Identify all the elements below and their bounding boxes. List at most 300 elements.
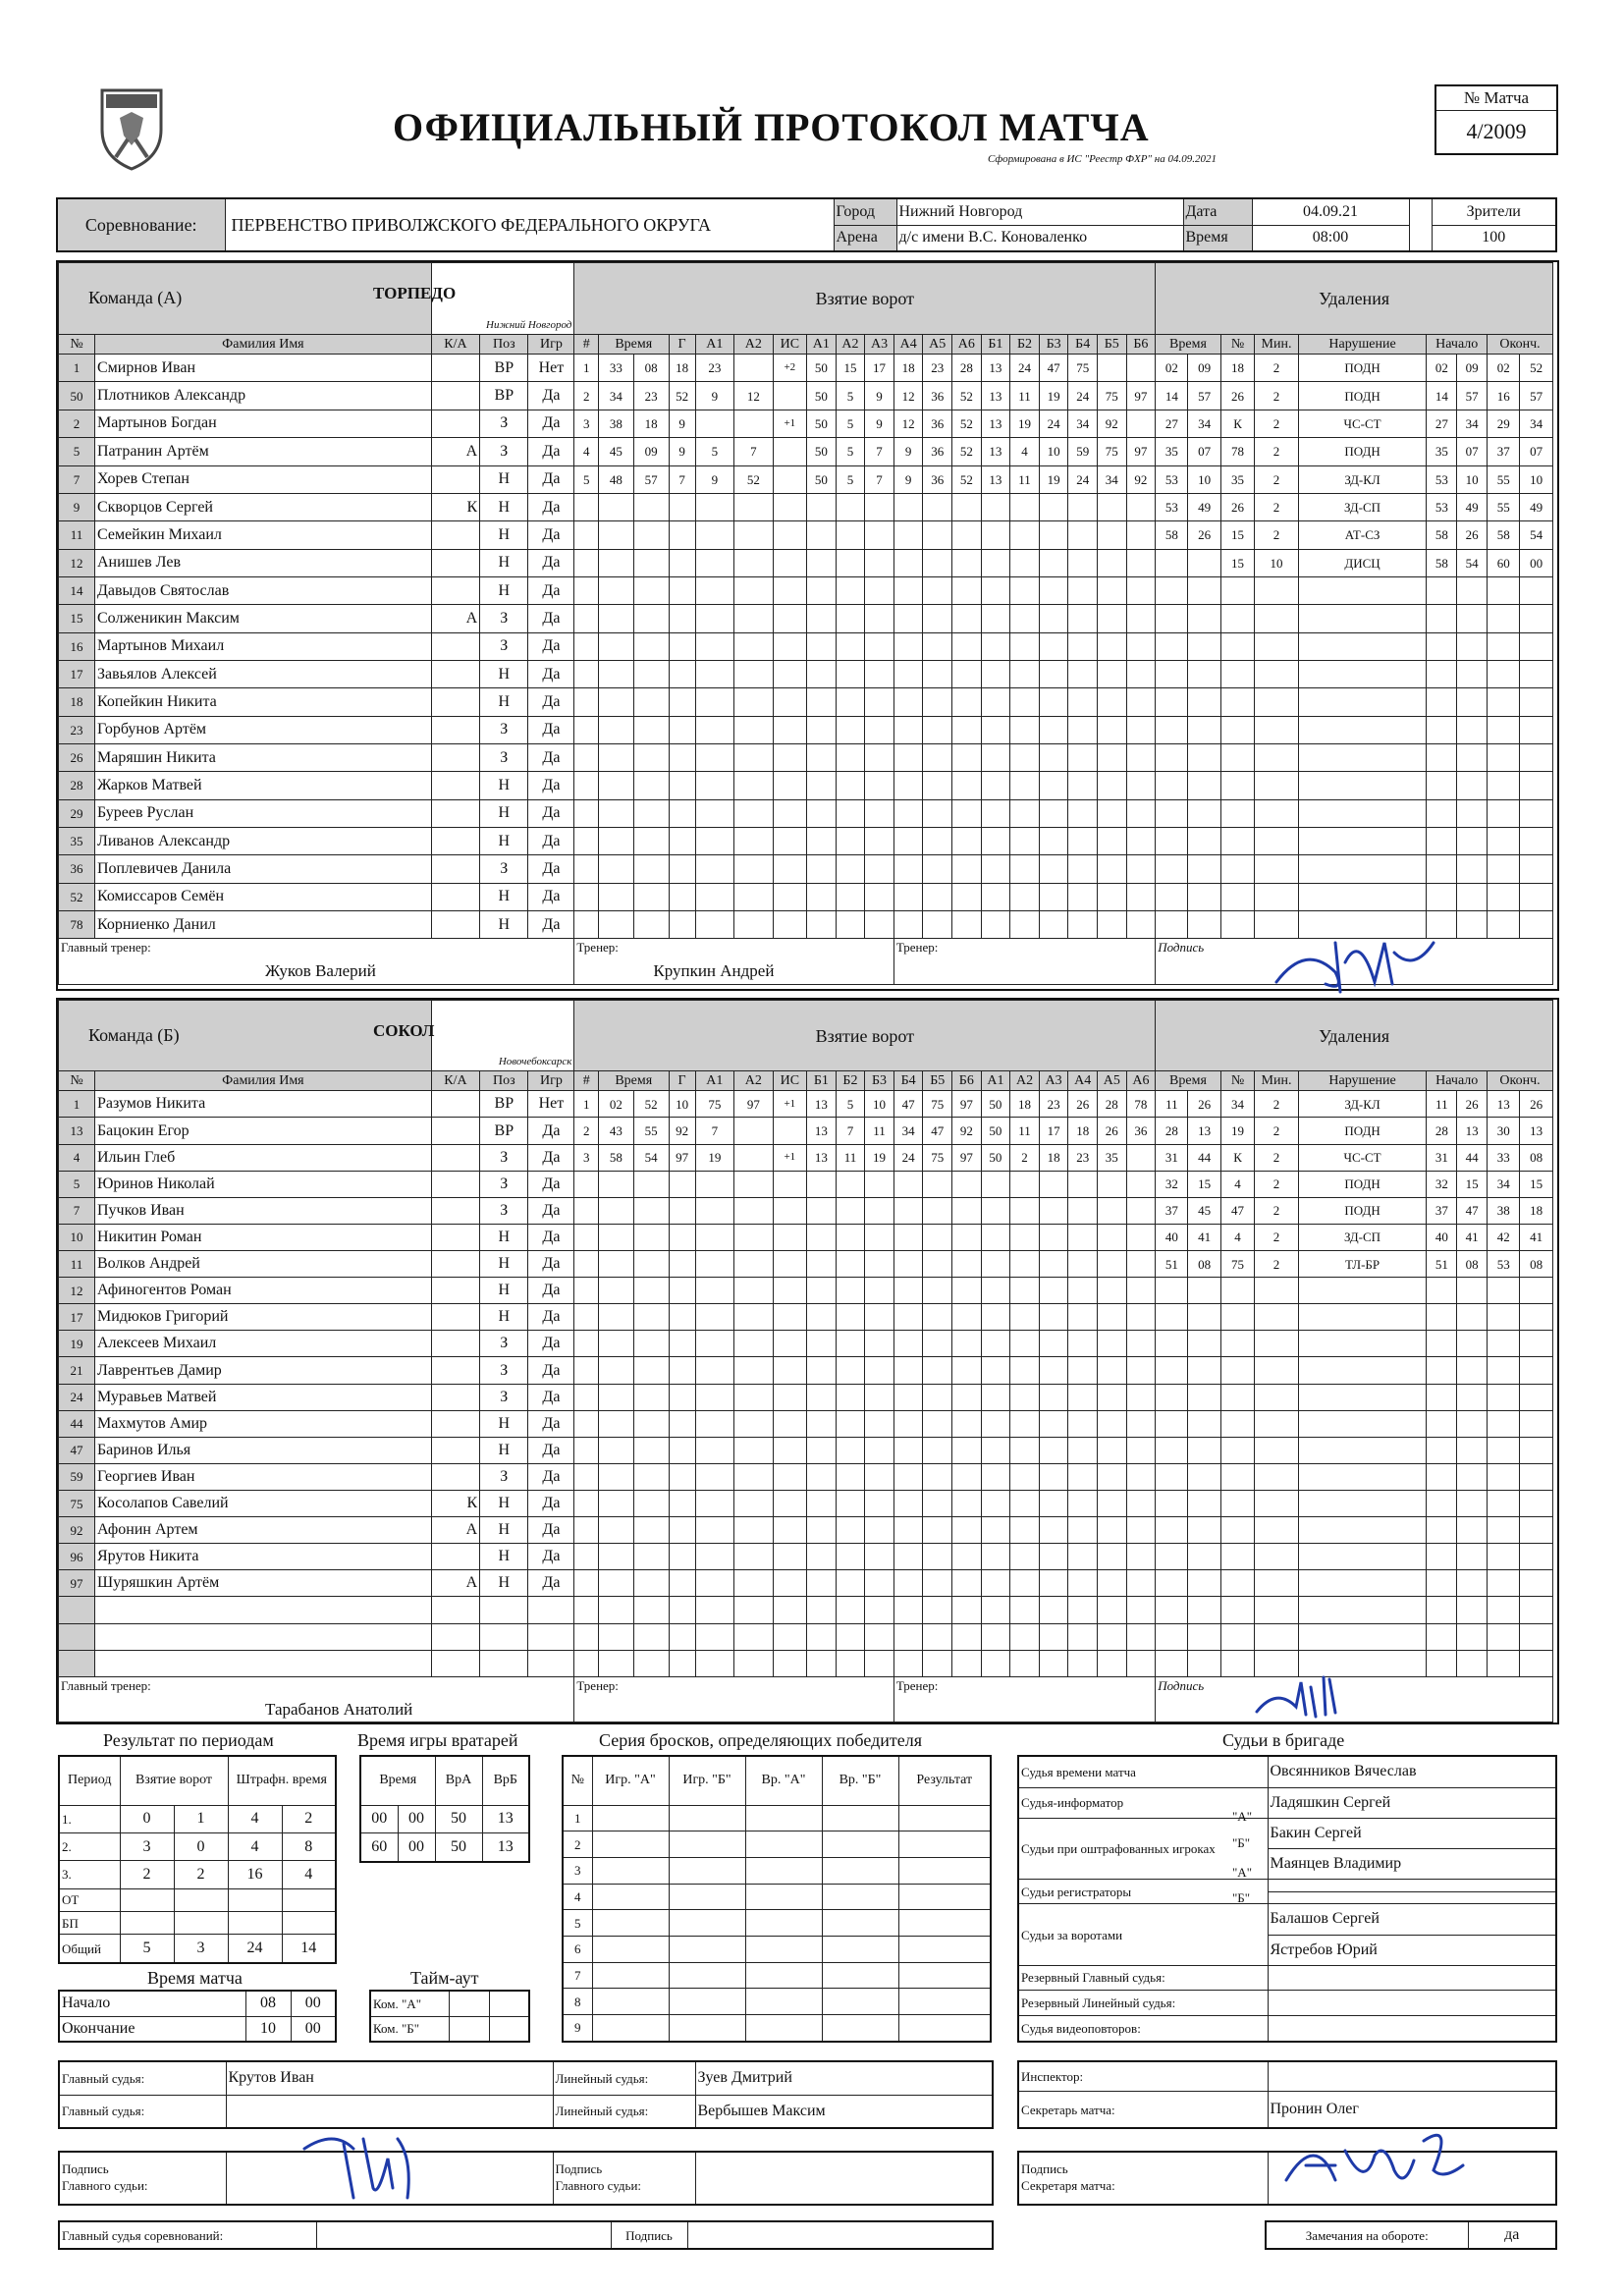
player-number: 17 xyxy=(59,660,95,687)
goal-cell xyxy=(1039,716,1068,743)
goal-cell xyxy=(574,1410,599,1437)
goals-col: Взятие ворот xyxy=(120,1756,228,1805)
player-ka xyxy=(431,576,479,604)
penalty-cell: 29 xyxy=(1488,410,1520,437)
player-played: Да xyxy=(528,605,574,632)
goal-cell xyxy=(893,1410,923,1437)
goal-cell xyxy=(836,1171,865,1197)
player-row xyxy=(59,772,1553,799)
penalty-cell: 58 xyxy=(1488,521,1520,549)
goal-cell: 50 xyxy=(981,1118,1010,1144)
goal-cell xyxy=(893,521,923,549)
goal-cell xyxy=(865,1623,894,1650)
penalty-cell xyxy=(1188,799,1220,827)
player-row xyxy=(59,605,1553,632)
penalty-cell xyxy=(1520,1384,1553,1410)
period-cell xyxy=(228,1911,282,1934)
goal-cell xyxy=(807,1517,837,1544)
player-played: Да xyxy=(528,576,574,604)
goal-cell xyxy=(952,827,982,854)
goal-cell xyxy=(695,911,733,939)
player-ka xyxy=(431,1197,479,1224)
player-number: 16 xyxy=(59,632,95,660)
penalty-cell xyxy=(1488,855,1520,883)
penalty-cell: 49 xyxy=(1457,493,1488,520)
penalty-cell xyxy=(1220,1384,1255,1410)
player-number: 75 xyxy=(59,1491,95,1517)
goal-cell xyxy=(633,1437,669,1463)
col-played: Игр xyxy=(528,1071,574,1091)
goal-cell xyxy=(836,493,865,520)
penalty-cell xyxy=(1488,660,1520,687)
period-cell: 0 xyxy=(174,1832,228,1860)
goal-cell xyxy=(865,716,894,743)
goal-cell xyxy=(633,716,669,743)
goal-cell xyxy=(599,493,634,520)
goal-cell xyxy=(669,1463,695,1490)
penalty-cell xyxy=(1156,576,1188,604)
goal-cell: 9 xyxy=(893,438,923,465)
goal-cell xyxy=(1098,576,1127,604)
goal-cell: 33 xyxy=(599,355,634,382)
goal-cell xyxy=(952,855,982,883)
period-cell: Общий xyxy=(59,1935,120,1963)
goal-cell xyxy=(807,605,837,632)
goal-cell xyxy=(923,1650,952,1676)
goal-cell xyxy=(836,1650,865,1676)
sig-label-a: Подпись xyxy=(62,2161,109,2177)
goal-cell xyxy=(1098,1517,1127,1544)
goal-col: А4 xyxy=(893,334,923,354)
match-start-label: Начало xyxy=(59,1991,245,2016)
penalty-cell xyxy=(1488,827,1520,854)
goal-cell xyxy=(952,772,982,799)
goal-cell xyxy=(865,660,894,687)
goal-cell: +2 xyxy=(773,355,807,382)
penalty-cell xyxy=(1156,1384,1188,1410)
player-pos: З xyxy=(480,632,528,660)
referees-table xyxy=(1017,1755,1557,2043)
goal-cell xyxy=(923,1623,952,1650)
goal-cell xyxy=(923,743,952,771)
period-cell xyxy=(120,1888,174,1911)
goal-cell xyxy=(773,1304,807,1331)
goal-cell xyxy=(952,1278,982,1304)
goal-col: # xyxy=(574,1071,599,1091)
player-ka xyxy=(431,521,479,549)
goal-cell xyxy=(981,1517,1010,1544)
goal-cell xyxy=(633,1251,669,1278)
penalty-cell: 18 xyxy=(1520,1197,1553,1224)
goal-cell xyxy=(1126,911,1156,939)
goal-cell xyxy=(1126,827,1156,854)
goal-cell xyxy=(669,716,695,743)
penalty-cell xyxy=(1255,660,1298,687)
goal-cell xyxy=(893,1197,923,1224)
penalty-col: Мин. xyxy=(1255,1071,1298,1091)
goal-cell xyxy=(1068,1623,1098,1650)
penalty-cell xyxy=(1457,1650,1488,1676)
goal-cell: 12 xyxy=(734,382,773,410)
goal-cell xyxy=(836,855,865,883)
penalty-cell xyxy=(1255,1384,1298,1410)
player-ka: К xyxy=(431,493,479,520)
goal-cell xyxy=(807,1331,837,1357)
goal-col: Б2 xyxy=(1010,334,1040,354)
goal-cell xyxy=(669,576,695,604)
goal-cell xyxy=(865,605,894,632)
goal-cell: 13 xyxy=(981,355,1010,382)
goal-col: ИС xyxy=(773,334,807,354)
goal-cell: 7 xyxy=(669,465,695,493)
informer-label: Судья-информатор xyxy=(1018,1787,1268,1818)
goal-cell xyxy=(807,799,837,827)
goal-cell xyxy=(952,1304,982,1331)
goal-cell xyxy=(1010,1278,1040,1304)
col-ka: К/А xyxy=(431,1071,479,1091)
penalty-cell xyxy=(1298,743,1427,771)
goal-cell xyxy=(773,1331,807,1357)
goal-cell xyxy=(952,576,982,604)
player-row xyxy=(59,688,1553,716)
goal-cell xyxy=(981,743,1010,771)
goal-cell xyxy=(1039,605,1068,632)
penalty-cell xyxy=(1457,632,1488,660)
goal-cell xyxy=(865,1197,894,1224)
city: Нижний Новгород xyxy=(896,198,1183,225)
goal-cell xyxy=(1126,883,1156,910)
goal-cell xyxy=(633,660,669,687)
player-ka xyxy=(431,799,479,827)
reserve-line-label: Резервный Линейный судья: xyxy=(1018,1991,1268,2016)
goalie-time-col: Время xyxy=(360,1756,435,1805)
penalty-cell xyxy=(1156,911,1188,939)
goal-col: Время xyxy=(599,1071,670,1091)
goal-cell xyxy=(695,1224,733,1250)
penalty-cell: 54 xyxy=(1457,549,1488,576)
subtitle: Сформирована в ИС "Реестр ФХР" на 04.09.2021 xyxy=(988,153,1218,165)
goal-cell xyxy=(633,1357,669,1384)
goal-cell xyxy=(695,1278,733,1304)
goal-cell xyxy=(633,883,669,910)
player-pos: Н xyxy=(480,1304,528,1331)
goal-cell xyxy=(695,1251,733,1278)
player-name xyxy=(94,1597,431,1623)
team_b-coach2-cell xyxy=(893,1676,1155,1722)
sig-label-c: Подпись xyxy=(555,2161,603,2177)
penalty-cell: 15 xyxy=(1220,521,1255,549)
goal-cell xyxy=(1126,1437,1156,1463)
penalty-cell xyxy=(1255,632,1298,660)
penalty-cell xyxy=(1488,1597,1520,1623)
player-name: Георгиев Иван xyxy=(94,1463,431,1490)
penalty-cell: 09 xyxy=(1188,355,1220,382)
penalty-cell xyxy=(1220,605,1255,632)
player-played: Да xyxy=(528,1197,574,1224)
goal-cell xyxy=(1039,1410,1068,1437)
goal-cell xyxy=(981,1331,1010,1357)
page-title: ОФИЦИАЛЬНЫЙ ПРОТОКОЛ МАТЧА xyxy=(393,105,1150,149)
penalty-cell xyxy=(1298,1437,1427,1463)
penalty-cell xyxy=(1457,772,1488,799)
goal-cell xyxy=(1068,1251,1098,1278)
penalty-cell: 27 xyxy=(1427,410,1457,437)
penalty-cell xyxy=(1488,799,1520,827)
goal-cell xyxy=(695,493,733,520)
goal-cell xyxy=(1098,1304,1127,1331)
player-row xyxy=(59,1517,1553,1544)
goal-cell xyxy=(734,1623,773,1650)
goal-cell xyxy=(1098,355,1127,382)
team-a-section xyxy=(56,260,1559,991)
goal-cell xyxy=(836,1251,865,1278)
player-name: Копейкин Никита xyxy=(94,688,431,716)
player-pos: Н xyxy=(480,1410,528,1437)
penalty-cell: ПОДН xyxy=(1298,438,1427,465)
goal-cell xyxy=(952,883,982,910)
penalty-cell xyxy=(1427,743,1457,771)
team_a-label-cell xyxy=(59,263,457,335)
goal-cell xyxy=(695,1463,733,1490)
goal-cell xyxy=(836,883,865,910)
penalty-cell xyxy=(1188,605,1220,632)
goal-cell: 23 xyxy=(1039,1091,1068,1118)
player-pos: З xyxy=(480,1331,528,1357)
goal-cell xyxy=(633,688,669,716)
secretary-signature-label xyxy=(1018,2152,1268,2205)
penalty-cell: 44 xyxy=(1188,1144,1220,1171)
player-row xyxy=(59,1491,1553,1517)
linesman-label-2: Линейный судья: xyxy=(553,2095,695,2128)
goal-cell xyxy=(669,1437,695,1463)
penalty-cell xyxy=(1457,1597,1488,1623)
goal-cell: 15 xyxy=(836,355,865,382)
goal-cell: 28 xyxy=(1098,1091,1127,1118)
goal-cell xyxy=(807,1570,837,1597)
goal-cell xyxy=(807,1278,837,1304)
goal-cell xyxy=(734,355,773,382)
chief-referee-label: Главный судья соревнований: xyxy=(59,2221,316,2249)
penalty-cell xyxy=(1298,1304,1427,1331)
goal-cell xyxy=(893,1384,923,1410)
period-row xyxy=(59,1861,336,1888)
goal-cell xyxy=(773,1570,807,1597)
goal-cell: 23 xyxy=(1068,1144,1098,1171)
penalty-col: № xyxy=(1220,1071,1255,1091)
penalty-cell xyxy=(1298,632,1427,660)
player-played: Нет xyxy=(528,1091,574,1118)
goal-cell xyxy=(893,716,923,743)
goal-cell xyxy=(893,549,923,576)
penalty-cell: 34 xyxy=(1188,410,1220,437)
goal-cell xyxy=(1039,1304,1068,1331)
pen-a-tag: "А" xyxy=(1232,1809,1253,1824)
player-name: Завьялов Алексей xyxy=(94,660,431,687)
goal-cell: 97 xyxy=(952,1091,982,1118)
goal-cell xyxy=(952,743,982,771)
goal-cell xyxy=(734,1357,773,1384)
goal-cell xyxy=(1098,743,1127,771)
goal-cell xyxy=(734,1197,773,1224)
goalie-cell: 13 xyxy=(482,1805,529,1833)
player-ka xyxy=(431,1331,479,1357)
penalty-cell xyxy=(1220,1570,1255,1597)
player-ka xyxy=(431,1091,479,1118)
goal-cell xyxy=(1010,1491,1040,1517)
goal-cell xyxy=(923,1171,952,1197)
player-ka xyxy=(431,1278,479,1304)
period-cell: 5 xyxy=(120,1935,174,1963)
head-coach: Тарабанов Анатолий xyxy=(265,1699,413,1719)
penalty-cell xyxy=(1427,1278,1457,1304)
period-cell: 0 xyxy=(120,1805,174,1832)
col-name: Фамилия Имя xyxy=(94,1071,431,1091)
goal-cell xyxy=(1039,688,1068,716)
shootout-num: 1 xyxy=(563,1805,592,1831)
player-pos: Н xyxy=(480,1491,528,1517)
penalty-cell xyxy=(1298,1517,1427,1544)
goal-cell xyxy=(1039,1491,1068,1517)
period-cell: БП xyxy=(59,1911,120,1934)
team_a-coach1-cell xyxy=(574,939,893,985)
player-name: Скворцов Сергей xyxy=(94,493,431,520)
goal-cell xyxy=(865,493,894,520)
player-pos: Н xyxy=(480,549,528,576)
goal-cell xyxy=(669,1304,695,1331)
penalty-cell: 58 xyxy=(1427,549,1457,576)
goal-cell xyxy=(1068,1224,1098,1250)
pim-col: Штрафн. время xyxy=(228,1756,336,1805)
penalty-cell: 75 xyxy=(1220,1251,1255,1278)
goal-cell xyxy=(981,827,1010,854)
goal-cell xyxy=(952,660,982,687)
goal-cell xyxy=(599,743,634,771)
goalie-b-col: ВрБ xyxy=(482,1756,529,1805)
goal-col: А5 xyxy=(923,334,952,354)
penalty-cell xyxy=(1188,1623,1220,1650)
goal-cell: +1 xyxy=(773,1091,807,1118)
goal-cell: 50 xyxy=(807,382,837,410)
penalty-cell xyxy=(1188,1491,1220,1517)
shootout-num: 9 xyxy=(563,2014,592,2042)
penalty-cell xyxy=(1298,1463,1427,1490)
goal-cell xyxy=(1068,1197,1098,1224)
penalty-cell xyxy=(1188,743,1220,771)
goal-cell xyxy=(865,1437,894,1463)
goal-cell xyxy=(865,549,894,576)
penalty-cell xyxy=(1427,605,1457,632)
player-name: Патранин Артём xyxy=(94,438,431,465)
penalty-cell xyxy=(1220,1491,1255,1517)
sig-label-d: Главного судьи: xyxy=(555,2178,642,2193)
goal-cell: 92 xyxy=(1126,465,1156,493)
goal-cell xyxy=(1126,410,1156,437)
player-pos: З xyxy=(480,605,528,632)
penalty-cell: 55 xyxy=(1488,493,1520,520)
goal-cell xyxy=(1068,1650,1098,1676)
goal-cell xyxy=(1098,827,1127,854)
penalty-cell: 47 xyxy=(1220,1197,1255,1224)
period-cell: 2 xyxy=(282,1805,336,1832)
goal-cell: 13 xyxy=(981,465,1010,493)
goal-cell: 3 xyxy=(574,410,599,437)
penalty-cell xyxy=(1457,1463,1488,1490)
goal-cell xyxy=(1010,1437,1040,1463)
penalty-cell xyxy=(1488,1278,1520,1304)
penalty-cell: 26 xyxy=(1520,1091,1553,1118)
player-number: 5 xyxy=(59,438,95,465)
penalty-cell xyxy=(1255,1437,1298,1463)
player-played: Да xyxy=(528,493,574,520)
goal-cell xyxy=(734,1544,773,1570)
player-row xyxy=(59,1544,1553,1570)
goal-cell xyxy=(836,521,865,549)
shootout-row xyxy=(563,1962,991,1989)
goal-cell xyxy=(633,1623,669,1650)
goal-cell xyxy=(734,660,773,687)
goal-col: А2 xyxy=(1010,1071,1040,1091)
player-played: Да xyxy=(528,855,574,883)
goal-cell xyxy=(734,1251,773,1278)
penalty-cell xyxy=(1220,827,1255,854)
goal-cell: 92 xyxy=(669,1118,695,1144)
goal-cell xyxy=(599,1357,634,1384)
goal-cell xyxy=(1068,660,1098,687)
player-name: Плотников Александр xyxy=(94,382,431,410)
penalty-cell xyxy=(1457,1491,1488,1517)
goal-cell xyxy=(1126,1224,1156,1250)
player-name: Баринов Илья xyxy=(94,1437,431,1463)
goal-cell xyxy=(633,827,669,854)
player-row xyxy=(59,355,1553,382)
penalty-cell xyxy=(1520,1544,1553,1570)
registrars-text: Судьи регистраторы xyxy=(1021,1884,1132,1899)
goal-cell: 38 xyxy=(599,410,634,437)
player-played: Да xyxy=(528,1171,574,1197)
goal-cell xyxy=(599,1437,634,1463)
goal-col: Б2 xyxy=(836,1071,865,1091)
goal-cell xyxy=(734,1570,773,1597)
goal-cell xyxy=(773,1517,807,1544)
penalty-cell: ЗД-КЛ xyxy=(1298,1091,1427,1118)
penalty-cell xyxy=(1255,1357,1298,1384)
shootout-col: Результат xyxy=(898,1756,991,1805)
penalty-cell: 40 xyxy=(1156,1224,1188,1250)
player-pos: З xyxy=(480,716,528,743)
goal-cell xyxy=(773,772,807,799)
goal-cell xyxy=(695,660,733,687)
penalty-cell xyxy=(1255,1463,1298,1490)
player-number: 59 xyxy=(59,1463,95,1490)
penalty-cell: 07 xyxy=(1188,438,1220,465)
penalty-cell xyxy=(1156,688,1188,716)
goal-cell xyxy=(807,1197,837,1224)
penalty-cell xyxy=(1188,1437,1220,1463)
penalty-cell xyxy=(1255,1570,1298,1597)
goal-cell: 10 xyxy=(1039,438,1068,465)
goalie-cell: 00 xyxy=(398,1833,435,1862)
goal-cell xyxy=(1010,743,1040,771)
goal-cell: 47 xyxy=(893,1091,923,1118)
penalty-cell xyxy=(1156,1650,1188,1676)
penalty-cell: 26 xyxy=(1188,521,1220,549)
goal-cell xyxy=(836,660,865,687)
goal-cell xyxy=(893,772,923,799)
penalty-cell: 15 xyxy=(1220,549,1255,576)
player-pos: З xyxy=(480,1197,528,1224)
penalty-cell: 16 xyxy=(1488,382,1520,410)
goal-cell xyxy=(695,632,733,660)
